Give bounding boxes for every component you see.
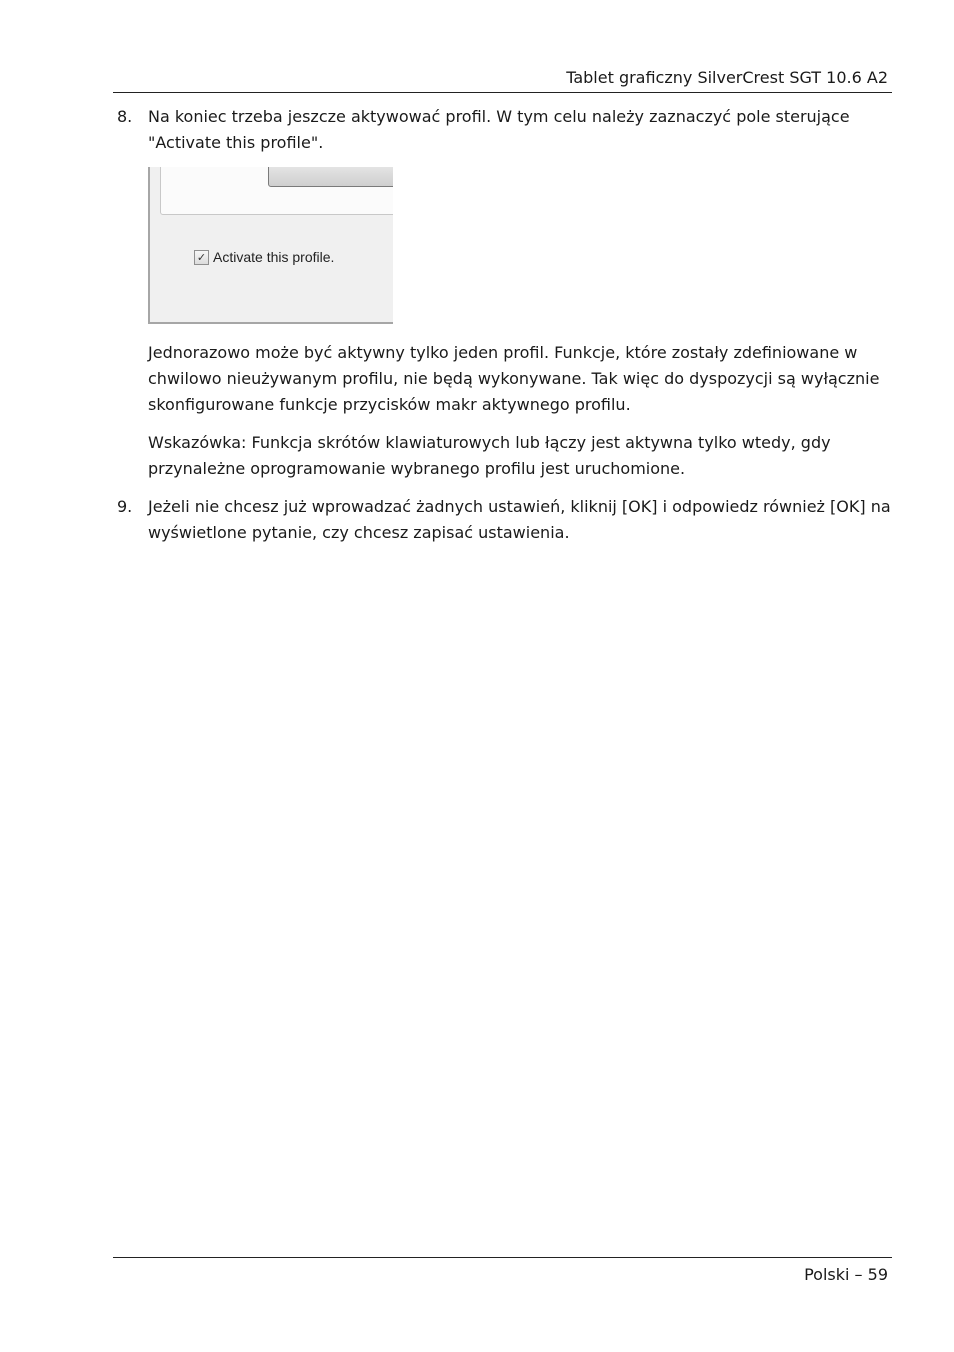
activate-profile-row [194, 244, 334, 270]
footer-separator: – [854, 1265, 863, 1284]
page-number: 59 [867, 1265, 888, 1284]
page-footer [804, 1264, 888, 1286]
activate-profile-checkbox[interactable] [194, 250, 209, 265]
step-8 [113, 104, 893, 156]
step-number: 8. [117, 107, 133, 126]
step-text: Na koniec trzeba jeszcze aktywować profil. W tym celu należy zaznaczyć pole sterujące "Activate this profile". [148, 107, 850, 152]
document-header-title: Tablet graficzny SilverCrest SGT 10.6 A2 [566, 68, 888, 87]
footer-rule [113, 1257, 892, 1258]
checkmark-icon: ✓ [196, 250, 207, 264]
activate-profile-label: Activate this profile. [213, 249, 335, 265]
note-paragraph-1: Jednorazowo może być aktywny tylko jeden profil. Funkcje, które zostały zdefiniowane w chwilowo nieużywanym profilu, nie będą wykonywane. Tak więc do dyspozycji są wyłącznie skonfigurowane funkcje przycisków makr aktywnego profilu. [148, 343, 880, 414]
activate-profile-screenshot [148, 167, 393, 324]
step-text: Jeżeli nie chcesz już wprowadzać żadnych ustawień, kliknij [OK] i odpowiedz również [OK] na wyświetlone pytanie, czy chcesz zapisać ustawienia. [148, 497, 891, 542]
header-rule [113, 92, 892, 93]
step-number: 9. [117, 497, 133, 516]
dialog-button-edge [268, 167, 393, 187]
step-9 [113, 494, 893, 546]
footer-language: Polski [804, 1265, 850, 1284]
page-content [113, 104, 893, 546]
note-paragraph-2: Wskazówka: Funkcja skrótów klawiaturowych lub łączy jest aktywna tylko wtedy, gdy przynależne oprogramowanie wybranego profilu jest uruchomione. [148, 433, 831, 478]
